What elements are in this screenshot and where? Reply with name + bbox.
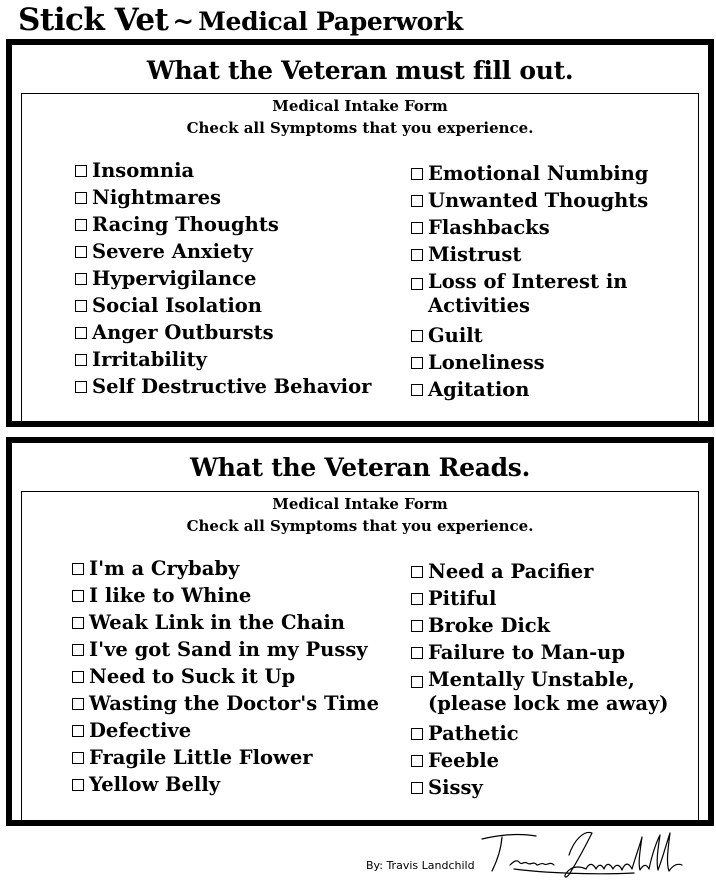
symptom-label: Weak Link in the Chain bbox=[89, 611, 345, 634]
checkbox[interactable] bbox=[411, 384, 423, 396]
symptom-label: Defective bbox=[89, 719, 192, 742]
symptom-checkbox-item[interactable] bbox=[411, 187, 648, 214]
checkbox[interactable] bbox=[75, 246, 87, 258]
checkbox[interactable] bbox=[411, 278, 423, 290]
panel-heading: What the Veteran Reads. bbox=[190, 453, 530, 482]
title-subtitle: Medical Paperwork bbox=[198, 7, 463, 36]
symptom-label: Loneliness bbox=[428, 351, 545, 374]
symptom-checkbox-item[interactable] bbox=[72, 717, 379, 744]
panel-veteran-reads bbox=[6, 437, 714, 826]
symptom-list-left bbox=[75, 157, 371, 400]
symptom-label: Pathetic bbox=[428, 722, 519, 745]
symptom-label: Pitiful bbox=[428, 587, 497, 610]
symptom-label: Feeble bbox=[428, 749, 500, 772]
symptom-label: I like to Whine bbox=[89, 584, 252, 607]
checkbox[interactable] bbox=[411, 647, 423, 659]
checkbox[interactable] bbox=[72, 779, 84, 791]
symptom-label: Wasting the Doctor's Time bbox=[89, 692, 379, 715]
checkbox[interactable] bbox=[72, 698, 84, 710]
checkbox[interactable] bbox=[75, 219, 87, 231]
symptom-label: Broke Dick bbox=[428, 614, 551, 637]
symptom-checkbox-item[interactable] bbox=[72, 609, 379, 636]
checkbox[interactable] bbox=[411, 222, 423, 234]
checkbox[interactable] bbox=[411, 195, 423, 207]
symptom-label: I'm a Crybaby bbox=[89, 557, 240, 580]
symptom-checkbox-item[interactable] bbox=[411, 322, 648, 349]
symptom-checkbox-item[interactable] bbox=[411, 214, 648, 241]
symptom-label: Racing Thoughts bbox=[92, 213, 279, 236]
checkbox[interactable] bbox=[411, 755, 423, 767]
symptom-label: Mistrust bbox=[428, 243, 522, 266]
symptom-checkbox-item[interactable] bbox=[72, 582, 379, 609]
symptom-checkbox-item[interactable] bbox=[411, 160, 648, 187]
symptom-checkbox-item[interactable] bbox=[72, 636, 379, 663]
panel-heading: What the Veteran must fill out. bbox=[146, 56, 574, 85]
symptom-label: I've got Sand in my Pussy bbox=[89, 638, 368, 661]
checkbox[interactable] bbox=[75, 354, 87, 366]
symptom-checkbox-item[interactable] bbox=[411, 558, 669, 585]
form-title: Medical Intake Form bbox=[272, 97, 448, 115]
symptom-checkbox-item[interactable] bbox=[75, 265, 371, 292]
checkbox[interactable] bbox=[72, 617, 84, 629]
symptom-checkbox-item[interactable] bbox=[411, 720, 669, 747]
symptom-checkbox-item[interactable] bbox=[411, 349, 648, 376]
form-title: Medical Intake Form bbox=[272, 495, 448, 513]
checkbox[interactable] bbox=[411, 620, 423, 632]
checkbox[interactable] bbox=[411, 676, 423, 688]
checkbox[interactable] bbox=[411, 593, 423, 605]
symptom-checkbox-item[interactable] bbox=[411, 639, 669, 666]
title-separator: ~ bbox=[172, 7, 195, 37]
symptom-checkbox-item[interactable] bbox=[411, 774, 669, 801]
symptom-label: Loss of Interest in Activities bbox=[428, 270, 628, 317]
checkbox[interactable] bbox=[72, 725, 84, 737]
intake-form bbox=[21, 491, 699, 826]
symptom-label: Mentally Unstable, (please lock me away) bbox=[428, 668, 669, 715]
symptom-label: Emotional Numbing bbox=[428, 162, 649, 185]
panel-must-fill-out bbox=[6, 39, 714, 427]
checkbox[interactable] bbox=[75, 327, 87, 339]
symptom-label: Hypervigilance bbox=[92, 267, 257, 290]
symptom-checkbox-item[interactable] bbox=[75, 157, 371, 184]
symptom-label: Need a Pacifier bbox=[428, 560, 594, 583]
symptom-checkbox-item[interactable] bbox=[411, 270, 648, 318]
symptom-label: Irritability bbox=[92, 348, 207, 371]
signature-image bbox=[474, 825, 689, 885]
checkbox[interactable] bbox=[72, 752, 84, 764]
symptom-label: Fragile Little Flower bbox=[89, 746, 313, 769]
title-main: Stick Vet bbox=[18, 2, 169, 38]
intake-form bbox=[21, 93, 699, 427]
symptom-checkbox-item[interactable] bbox=[72, 663, 379, 690]
checkbox[interactable] bbox=[75, 381, 87, 393]
symptom-list-right bbox=[411, 558, 669, 801]
checkbox[interactable] bbox=[75, 273, 87, 285]
checkbox[interactable] bbox=[411, 249, 423, 261]
form-instruction: Check all Symptoms that you experience. bbox=[186, 517, 534, 535]
page-title bbox=[18, 2, 463, 38]
symptom-checkbox-item[interactable] bbox=[411, 747, 669, 774]
symptom-checkbox-item[interactable] bbox=[411, 668, 669, 716]
symptom-label: Sissy bbox=[428, 776, 483, 799]
symptom-checkbox-item[interactable] bbox=[75, 373, 371, 400]
form-instruction: Check all Symptoms that you experience. bbox=[186, 119, 534, 137]
symptom-checkbox-item[interactable] bbox=[72, 555, 379, 582]
symptom-label: Self Destructive Behavior bbox=[92, 375, 372, 398]
symptom-checkbox-item[interactable] bbox=[411, 585, 669, 612]
symptom-label: Unwanted Thoughts bbox=[428, 189, 649, 212]
checkbox[interactable] bbox=[72, 563, 84, 575]
symptom-label: Anger Outbursts bbox=[92, 321, 274, 344]
symptom-checkbox-item[interactable] bbox=[75, 319, 371, 346]
symptom-checkbox-item[interactable] bbox=[72, 771, 379, 798]
checkbox[interactable] bbox=[75, 192, 87, 204]
symptom-label: Severe Anxiety bbox=[92, 240, 253, 263]
symptom-checkbox-item[interactable] bbox=[411, 376, 648, 403]
symptom-label: Nightmares bbox=[92, 186, 221, 209]
checkbox[interactable] bbox=[411, 566, 423, 578]
symptom-checkbox-item[interactable] bbox=[72, 744, 379, 771]
checkbox[interactable] bbox=[72, 644, 84, 656]
symptom-label: Agitation bbox=[428, 378, 530, 401]
symptom-checkbox-item[interactable] bbox=[72, 690, 379, 717]
symptom-label: Guilt bbox=[428, 324, 483, 347]
checkbox[interactable] bbox=[411, 357, 423, 369]
symptom-label: Flashbacks bbox=[428, 216, 550, 239]
checkbox[interactable] bbox=[411, 168, 423, 180]
symptom-label: Insomnia bbox=[92, 159, 195, 182]
checkbox[interactable] bbox=[411, 728, 423, 740]
checkbox[interactable] bbox=[75, 165, 87, 177]
symptom-label: Failure to Man-up bbox=[428, 641, 625, 664]
symptom-checkbox-item[interactable] bbox=[411, 612, 669, 639]
checkbox[interactable] bbox=[411, 330, 423, 342]
symptom-list-left bbox=[72, 555, 379, 798]
symptom-checkbox-item[interactable] bbox=[411, 241, 648, 268]
symptom-list-right bbox=[411, 160, 648, 403]
symptom-checkbox-item[interactable] bbox=[75, 238, 371, 265]
symptom-checkbox-item[interactable] bbox=[75, 211, 371, 238]
symptom-checkbox-item[interactable] bbox=[75, 184, 371, 211]
author-credit: By: Travis Landchild bbox=[366, 859, 475, 872]
symptom-label: Yellow Belly bbox=[89, 773, 221, 796]
checkbox[interactable] bbox=[411, 782, 423, 794]
checkbox[interactable] bbox=[72, 590, 84, 602]
symptom-checkbox-item[interactable] bbox=[75, 292, 371, 319]
symptom-label: Need to Suck it Up bbox=[89, 665, 296, 688]
checkbox[interactable] bbox=[75, 300, 87, 312]
symptom-checkbox-item[interactable] bbox=[75, 346, 371, 373]
symptom-label: Social Isolation bbox=[92, 294, 262, 317]
checkbox[interactable] bbox=[72, 671, 84, 683]
